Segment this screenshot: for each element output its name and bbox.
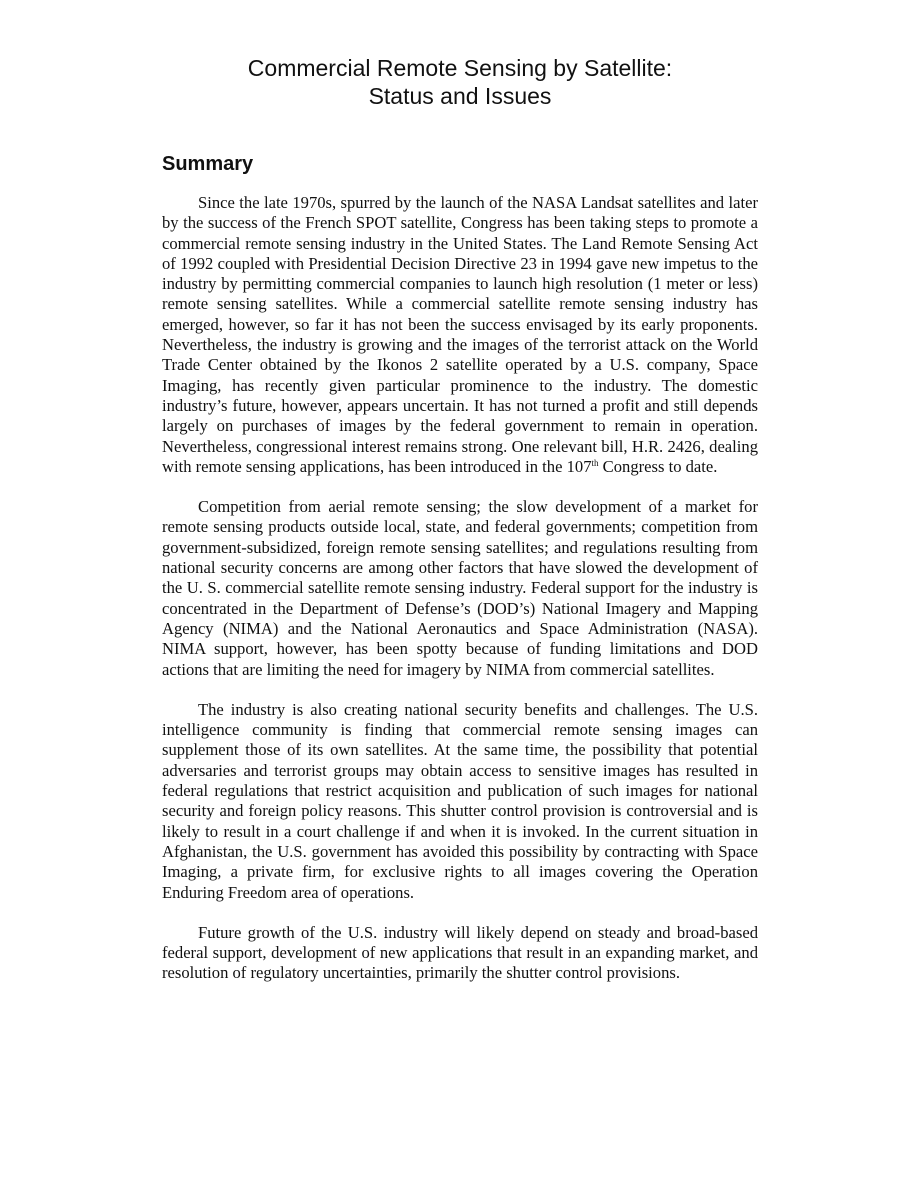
paragraph-1-text: Since the late 1970s, spurred by the launch of the NASA Landsat satellites and later by the success of the French SPOT satellite, Congress has been taking steps to promote a commercial remote sensing industry in the United States. The Land Remote Sensing Act of 1992 coupled with Presidential Decision Directive 23 in 1994 gave new impetus to the industry by permitting commercial companies to launch high resolution (1 meter or less) remote sensing satellites. While a commercial satellite remote sensing industry has emerged, however, so far it has not been the success envisaged by its early proponents. Nevertheless, the industry is growing and the images of the terrorist attack on the World Trade Center obtained by the Ikonos 2 satellite operated by a U.S. company, Space Imaging, has recently given particular prominence to the industry. The domestic industry’s future, however, appears uncertain. It has not turned a profit and still depends largely on purchases of images by the federal government to remain in operation. Nevertheless, congressional interest remains strong. One relevant bill, H.R. 2426, dealing with remote sensing applications, has been introduced in the 107: [162, 193, 758, 476]
section-heading-summary: Summary: [162, 153, 254, 175]
summary-paragraph-2: Competition from aerial remote sensing; the slow development of a market for remote sensing products outside local, state, and federal governments; competition from government-subsidized, foreign remote sensing satellites; and regulations resulting from national security concerns are among other factors that have slowed the development of the U. S. commercial satellite remote sensing industry. Federal support for the industry is concentrated in the Department of Defense’s (DOD’s) National Imagery and Mapping Agency (NIMA) and the National Aeronautics and Space Administration (NASA). NIMA support, however, has been spotty because of funding limitations and DOD actions that are limiting the need for imagery by NIMA from commercial satellites.: [162, 497, 758, 679]
paragraph-1-tail: Congress to date.: [598, 456, 718, 476]
document-title: [162, 54, 758, 110]
document-title-line-1: Commercial Remote Sensing by Satellite:: [247, 55, 673, 81]
document-page: [162, 54, 758, 1004]
document-title-line-2: Status and Issues: [368, 83, 552, 109]
ordinal-superscript: th: [591, 457, 599, 468]
summary-paragraph-4: Future growth of the U.S. industry will likely depend on steady and broad-based federal support, development of new applications that result in an expanding market, and resolution of regulatory uncertainties, primarily the shutter control provisions.: [162, 922, 758, 983]
summary-paragraph-1: [162, 193, 758, 477]
summary-paragraph-3: The industry is also creating national security benefits and challenges. The U.S. intelligence community is finding that commercial remote sensing images can supplement those of its own satellites. At the same time, the possibility that potential adversaries and terrorist groups may obtain access to sensitive images has resulted in federal regulations that restrict acquisition and publication of such images for national security and foreign policy reasons. This shutter control provision is controversial and is likely to result in a court challenge if and when it is invoked. In the current situation in Afghanistan, the U.S. government has avoided this possibility by contracting with Space Imaging, a private firm, for exclusive rights to all images covering the Operation Enduring Freedom area of operations.: [162, 699, 758, 902]
